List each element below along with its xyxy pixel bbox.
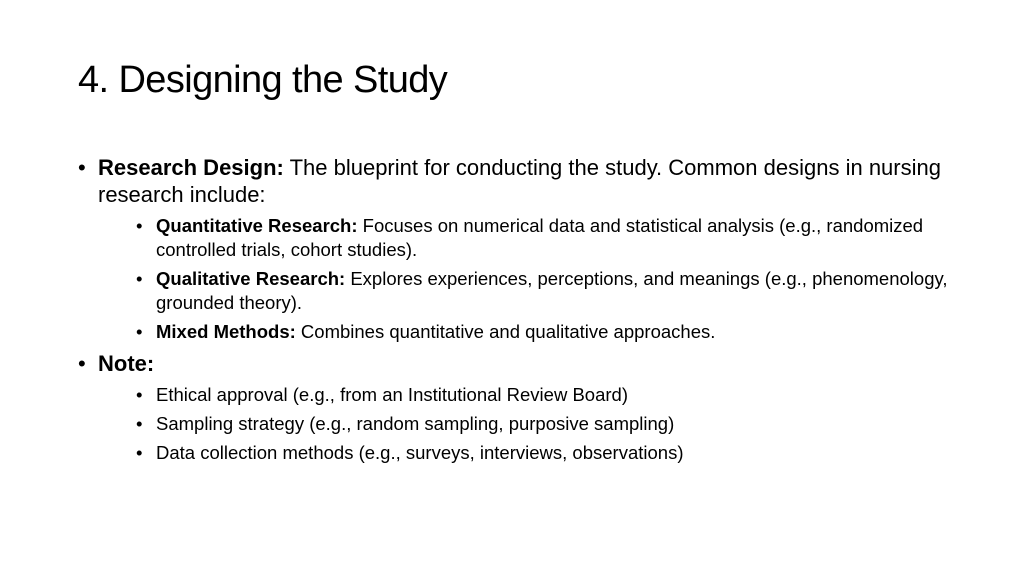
sub-bullet-data-collection — [98, 441, 978, 465]
sub-bullet-text: Focuses on numerical data and statistical analysis (e.g., randomized controlled trials, cohort studies). — [156, 215, 924, 260]
sub-bullet-quantitative — [98, 214, 978, 262]
bullet-list — [78, 154, 978, 471]
bullet-research-design — [78, 154, 978, 344]
bullet-term: Note: — [98, 351, 155, 376]
sub-bullet-term: Quantitative Research: — [156, 215, 358, 236]
sub-bullet-qualitative — [98, 267, 978, 315]
sub-bullet-sampling-strategy — [98, 412, 978, 436]
bullet-icon: • — [78, 155, 86, 180]
bullet-term: Research Design: — [98, 155, 284, 180]
sub-bullet-list — [98, 214, 978, 344]
sub-bullet-text: Data collection methods (e.g., surveys, interviews, observations) — [156, 442, 684, 463]
bullet-icon: • — [136, 413, 143, 434]
bullet-icon: • — [136, 442, 143, 463]
sub-bullet-text: Combines quantitative and qualitative approaches. — [295, 321, 716, 342]
sub-bullet-list — [98, 383, 978, 465]
sub-bullet-term: Qualitative Research: — [156, 268, 346, 289]
bullet-icon: • — [136, 215, 143, 236]
sub-bullet-text: Ethical approval (e.g., from an Institutional Review Board) — [156, 384, 628, 405]
sub-bullet-text: Explores experiences, perceptions, and meanings (e.g., phenomenology, grounded theory). — [156, 268, 948, 313]
bullet-icon: • — [136, 268, 143, 289]
bullet-icon: • — [78, 351, 86, 376]
sub-bullet-text: Sampling strategy (e.g., random sampling, purposive sampling) — [156, 413, 675, 434]
bullet-text: The blueprint for conducting the study. Common designs in nursing research include: — [98, 155, 941, 207]
slide-title: 4. Designing the Study — [78, 59, 448, 101]
sub-bullet-ethical-approval — [98, 383, 978, 407]
sub-bullet-mixed-methods — [98, 320, 978, 344]
bullet-note — [78, 350, 978, 465]
sub-bullet-term: Mixed Methods: — [156, 321, 296, 342]
bullet-icon: • — [136, 384, 143, 405]
bullet-icon: • — [136, 321, 143, 342]
